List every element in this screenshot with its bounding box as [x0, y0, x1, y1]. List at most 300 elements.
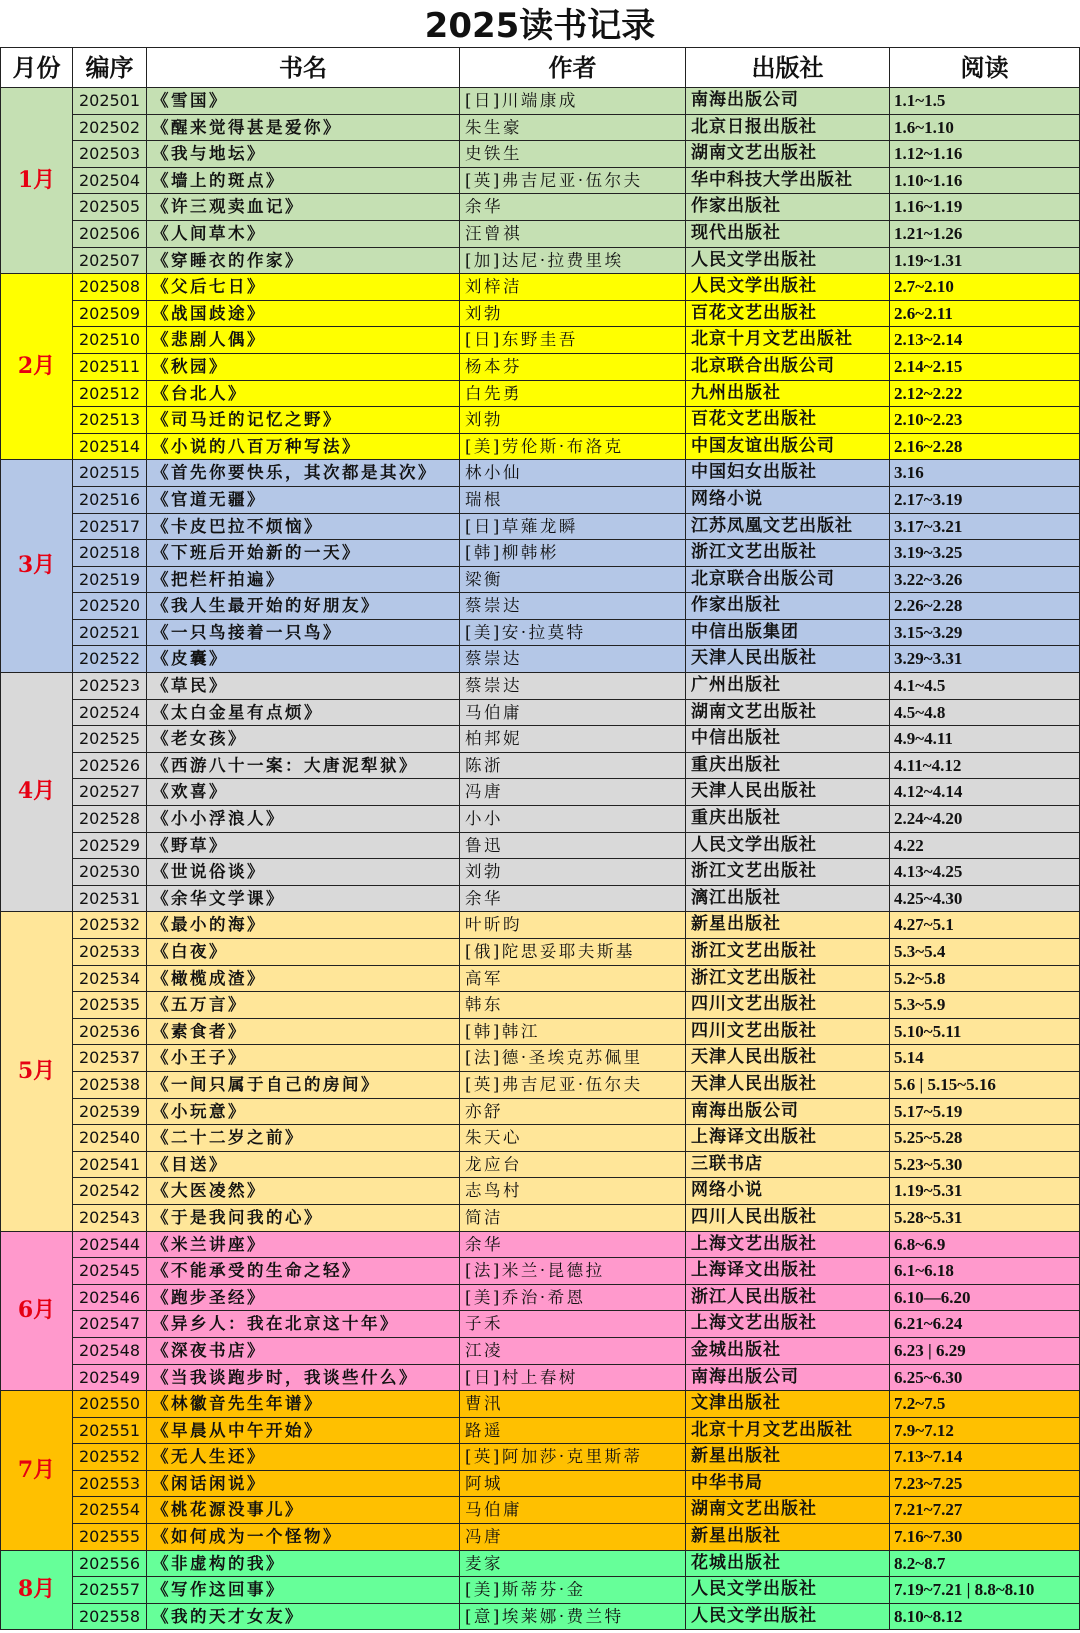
book-id: 202536: [73, 1019, 147, 1046]
book-id: 202544: [73, 1232, 147, 1259]
book-author: 小小: [460, 806, 686, 833]
reading-dates: 1.12~1.16: [890, 141, 1080, 168]
book-title: 《小王子》: [147, 1045, 460, 1072]
reading-dates: 5.3~5.9: [890, 992, 1080, 1019]
book-title: 《首先你要快乐，其次都是其次》: [147, 460, 460, 487]
reading-dates: 4.22: [890, 833, 1080, 860]
book-id: 202531: [73, 886, 147, 913]
book-title: 《皮囊》: [147, 646, 460, 673]
reading-dates: 2.12~2.22: [890, 381, 1080, 408]
book-id: 202508: [73, 274, 147, 301]
book-publisher: 浙江文艺出版社: [686, 966, 890, 993]
book-publisher: 南海出版公司: [686, 1365, 890, 1392]
book-id: 202519: [73, 567, 147, 594]
book-id: 202539: [73, 1099, 147, 1126]
reading-dates: 2.24~4.20: [890, 806, 1080, 833]
book-publisher: 网络小说: [686, 487, 890, 514]
book-title: 《父后七日》: [147, 274, 460, 301]
book-author: [法]米兰·昆德拉: [460, 1258, 686, 1285]
book-author: [日]村上春树: [460, 1365, 686, 1392]
reading-dates: 1.6~1.10: [890, 115, 1080, 142]
book-title: 《醒来觉得甚是爱你》: [147, 115, 460, 142]
reading-dates: 8.2~8.7: [890, 1551, 1080, 1578]
book-title: 《台北人》: [147, 381, 460, 408]
book-id: 202506: [73, 221, 147, 248]
header-publisher: 出版社: [686, 47, 890, 88]
book-id: 202543: [73, 1205, 147, 1232]
reading-dates: 5.3~5.4: [890, 939, 1080, 966]
book-author: 梁衡: [460, 567, 686, 594]
book-publisher: 百花文艺出版社: [686, 407, 890, 434]
book-title: 《如何成为一个怪物》: [147, 1524, 460, 1551]
reading-dates: 5.14: [890, 1045, 1080, 1072]
book-publisher: 天津人民出版社: [686, 646, 890, 673]
book-author: [英]弗吉尼亚·伍尔夫: [460, 168, 686, 195]
book-title: 《一只鸟接着一只鸟》: [147, 620, 460, 647]
month-label: 6月: [0, 1232, 73, 1392]
book-title: 《五万言》: [147, 992, 460, 1019]
book-publisher: 上海文艺出版社: [686, 1311, 890, 1338]
reading-dates: 5.28~5.31: [890, 1205, 1080, 1232]
book-title: 《穿睡衣的作家》: [147, 248, 460, 275]
book-id: 202556: [73, 1551, 147, 1578]
reading-dates: 3.17~3.21: [890, 514, 1080, 541]
book-author: 余华: [460, 194, 686, 221]
book-publisher: 三联书店: [686, 1152, 890, 1179]
book-author: 余华: [460, 1232, 686, 1259]
book-publisher: 作家出版社: [686, 194, 890, 221]
reading-dates: 3.16: [890, 460, 1080, 487]
book-publisher: 天津人民出版社: [686, 779, 890, 806]
book-author: 简洁: [460, 1205, 686, 1232]
book-author: 柏邦妮: [460, 726, 686, 753]
book-id: 202521: [73, 620, 147, 647]
book-title: 《小说的八百万种写法》: [147, 434, 460, 461]
book-id: 202527: [73, 779, 147, 806]
book-title: 《一间只属于自己的房间》: [147, 1072, 460, 1099]
reading-dates: 3.19~3.25: [890, 540, 1080, 567]
month-label: 1月: [0, 88, 73, 274]
reading-dates: 2.14~2.15: [890, 354, 1080, 381]
book-id: 202537: [73, 1045, 147, 1072]
book-author: 汪曾祺: [460, 221, 686, 248]
reading-dates: 6.21~6.24: [890, 1311, 1080, 1338]
reading-dates: 2.6~2.11: [890, 301, 1080, 328]
book-id: 202533: [73, 939, 147, 966]
book-id: 202542: [73, 1178, 147, 1205]
book-id: 202505: [73, 194, 147, 221]
book-title: 《跑步圣经》: [147, 1285, 460, 1312]
book-author: 鲁迅: [460, 833, 686, 860]
reading-dates: 2.16~2.28: [890, 434, 1080, 461]
book-author: 曹汛: [460, 1391, 686, 1418]
book-title: 《素食者》: [147, 1019, 460, 1046]
book-id: 202534: [73, 966, 147, 993]
book-publisher: 新星出版社: [686, 1524, 890, 1551]
reading-dates: 1.21~1.26: [890, 221, 1080, 248]
book-id: 202517: [73, 514, 147, 541]
book-id: 202502: [73, 115, 147, 142]
book-id: 202504: [73, 168, 147, 195]
book-publisher: 重庆出版社: [686, 806, 890, 833]
book-title: 《战国歧途》: [147, 301, 460, 328]
book-publisher: 浙江文艺出版社: [686, 859, 890, 886]
book-author: 杨本芬: [460, 354, 686, 381]
book-id: 202550: [73, 1391, 147, 1418]
book-publisher: 华中科技大学出版社: [686, 168, 890, 195]
book-publisher: 上海译文出版社: [686, 1125, 890, 1152]
reading-dates: 1.16~1.19: [890, 194, 1080, 221]
book-author: 陈浙: [460, 753, 686, 780]
book-publisher: 南海出版公司: [686, 1099, 890, 1126]
book-author: 叶昕昀: [460, 912, 686, 939]
reading-dates: 4.12~4.14: [890, 779, 1080, 806]
book-author: [美]劳伦斯·布洛克: [460, 434, 686, 461]
book-author: [韩]韩江: [460, 1019, 686, 1046]
reading-dates: 5.23~5.30: [890, 1152, 1080, 1179]
book-id: 202554: [73, 1497, 147, 1524]
reading-dates: 1.19~1.31: [890, 248, 1080, 275]
book-publisher: 南海出版公司: [686, 88, 890, 115]
book-title: 《无人生还》: [147, 1444, 460, 1471]
book-author: 白先勇: [460, 381, 686, 408]
book-publisher: 湖南文艺出版社: [686, 700, 890, 727]
book-title: 《当我谈跑步时，我谈些什么》: [147, 1365, 460, 1392]
book-author: 麦家: [460, 1551, 686, 1578]
page-title: 2025读书记录: [424, 6, 656, 46]
book-author: 蔡崇达: [460, 593, 686, 620]
reading-dates: 7.23~7.25: [890, 1471, 1080, 1498]
book-author: [美]安·拉莫特: [460, 620, 686, 647]
book-publisher: 浙江文艺出版社: [686, 939, 890, 966]
reading-dates: 2.10~2.23: [890, 407, 1080, 434]
book-publisher: 广州出版社: [686, 673, 890, 700]
book-author: [俄]陀思妥耶夫斯基: [460, 939, 686, 966]
book-id: 202553: [73, 1471, 147, 1498]
book-publisher: 上海文艺出版社: [686, 1232, 890, 1259]
book-title: 《目送》: [147, 1152, 460, 1179]
book-publisher: 文津出版社: [686, 1391, 890, 1418]
book-publisher: 北京联合出版公司: [686, 354, 890, 381]
book-id: 202516: [73, 487, 147, 514]
book-title: 《我的天才女友》: [147, 1604, 460, 1631]
reading-dates: 2.13~2.14: [890, 327, 1080, 354]
book-title: 《米兰讲座》: [147, 1232, 460, 1259]
book-id: 202515: [73, 460, 147, 487]
book-id: 202551: [73, 1418, 147, 1445]
book-author: [美]乔治·希恩: [460, 1285, 686, 1312]
book-id: 202514: [73, 434, 147, 461]
book-publisher: 新星出版社: [686, 1444, 890, 1471]
month-label: 2月: [0, 274, 73, 460]
book-publisher: 九州出版社: [686, 381, 890, 408]
book-title: 《不能承受的生命之轻》: [147, 1258, 460, 1285]
book-publisher: 人民文学出版社: [686, 274, 890, 301]
reading-dates: 4.1~4.5: [890, 673, 1080, 700]
book-title: 《老女孩》: [147, 726, 460, 753]
header-month: 月份: [0, 47, 73, 88]
book-title: 《白夜》: [147, 939, 460, 966]
reading-dates: 7.19~7.21 | 8.8~8.10: [890, 1577, 1080, 1604]
book-id: 202520: [73, 593, 147, 620]
book-title: 《官道无疆》: [147, 487, 460, 514]
header-reading: 阅读: [890, 47, 1080, 88]
book-title: 《二十二岁之前》: [147, 1125, 460, 1152]
month-label: 4月: [0, 673, 73, 912]
book-title: 《余华文学课》: [147, 886, 460, 913]
book-title: 《下班后开始新的一天》: [147, 540, 460, 567]
reading-dates: 5.17~5.19: [890, 1099, 1080, 1126]
book-title: 《橄榄成渣》: [147, 966, 460, 993]
book-publisher: 北京十月文艺出版社: [686, 1418, 890, 1445]
book-id: 202513: [73, 407, 147, 434]
book-title: 《桃花源没事儿》: [147, 1497, 460, 1524]
reading-dates: 4.5~4.8: [890, 700, 1080, 727]
book-author: [美]斯蒂芬·金: [460, 1577, 686, 1604]
book-publisher: 天津人民出版社: [686, 1045, 890, 1072]
book-title: 《非虚构的我》: [147, 1551, 460, 1578]
book-author: 冯唐: [460, 779, 686, 806]
book-title: 《太白金星有点烦》: [147, 700, 460, 727]
book-title: 《人间草木》: [147, 221, 460, 248]
book-id: 202529: [73, 833, 147, 860]
book-id: 202509: [73, 301, 147, 328]
month-label: 5月: [0, 912, 73, 1231]
reading-dates: 6.1~6.18: [890, 1258, 1080, 1285]
book-author: 志鸟村: [460, 1178, 686, 1205]
reading-dates: 1.10~1.16: [890, 168, 1080, 195]
book-publisher: 人民文学出版社: [686, 1577, 890, 1604]
book-id: 202545: [73, 1258, 147, 1285]
reading-dates: 8.10~8.12: [890, 1604, 1080, 1631]
book-title: 《欢喜》: [147, 779, 460, 806]
book-publisher: 百花文艺出版社: [686, 301, 890, 328]
book-publisher: 人民文学出版社: [686, 833, 890, 860]
book-publisher: 中国友谊出版公司: [686, 434, 890, 461]
book-id: 202528: [73, 806, 147, 833]
reading-dates: 6.10—6.20: [890, 1285, 1080, 1312]
book-publisher: 新星出版社: [686, 912, 890, 939]
reading-dates: 6.23 | 6.29: [890, 1338, 1080, 1365]
book-id: 202503: [73, 141, 147, 168]
header-title: 书名: [147, 47, 460, 88]
book-title: 《我人生最开始的好朋友》: [147, 593, 460, 620]
book-publisher: 上海译文出版社: [686, 1258, 890, 1285]
book-title: 《写作这回事》: [147, 1577, 460, 1604]
book-publisher: 四川人民出版社: [686, 1205, 890, 1232]
book-id: 202507: [73, 248, 147, 275]
book-publisher: 人民文学出版社: [686, 1604, 890, 1631]
reading-dates: 4.9~4.11: [890, 726, 1080, 753]
book-id: 202547: [73, 1311, 147, 1338]
book-author: 阿城: [460, 1471, 686, 1498]
book-id: 202549: [73, 1365, 147, 1392]
book-author: 蔡崇达: [460, 646, 686, 673]
book-author: 韩东: [460, 992, 686, 1019]
book-author: 亦舒: [460, 1099, 686, 1126]
book-publisher: 网络小说: [686, 1178, 890, 1205]
book-title: 《于是我问我的心》: [147, 1205, 460, 1232]
book-title: 《西游八十一案：大唐泥犁狱》: [147, 753, 460, 780]
book-publisher: 金城出版社: [686, 1338, 890, 1365]
book-author: 路遥: [460, 1418, 686, 1445]
reading-dates: 2.26~2.28: [890, 593, 1080, 620]
reading-dates: 2.17~3.19: [890, 487, 1080, 514]
reading-dates: 5.6 | 5.15~5.16: [890, 1072, 1080, 1099]
book-publisher: 中信出版社: [686, 726, 890, 753]
book-title: 《大医凌然》: [147, 1178, 460, 1205]
book-author: 江凌: [460, 1338, 686, 1365]
reading-dates: 5.10~5.11: [890, 1019, 1080, 1046]
book-author: [英]阿加莎·克里斯蒂: [460, 1444, 686, 1471]
book-author: [法]德·圣埃克苏佩里: [460, 1045, 686, 1072]
reading-dates: 7.13~7.14: [890, 1444, 1080, 1471]
book-title: 《小小浮浪人》: [147, 806, 460, 833]
book-id: 202501: [73, 88, 147, 115]
book-title: 《司马迁的记忆之野》: [147, 407, 460, 434]
book-publisher: 浙江人民出版社: [686, 1285, 890, 1312]
book-id: 202555: [73, 1524, 147, 1551]
book-author: [英]弗吉尼亚·伍尔夫: [460, 1072, 686, 1099]
book-publisher: 四川文艺出版社: [686, 1019, 890, 1046]
book-author: 朱天心: [460, 1125, 686, 1152]
book-title: 《雪国》: [147, 88, 460, 115]
book-title: 《卡皮巴拉不烦恼》: [147, 514, 460, 541]
book-title: 《把栏杆拍遍》: [147, 567, 460, 594]
book-author: 刘勃: [460, 859, 686, 886]
book-id: 202532: [73, 912, 147, 939]
book-publisher: 湖南文艺出版社: [686, 141, 890, 168]
reading-dates: 3.29~3.31: [890, 646, 1080, 673]
book-title: 《野草》: [147, 833, 460, 860]
reading-dates: 7.16~7.30: [890, 1524, 1080, 1551]
book-title: 《异乡人：我在北京这十年》: [147, 1311, 460, 1338]
book-publisher: 作家出版社: [686, 593, 890, 620]
book-publisher: 现代出版社: [686, 221, 890, 248]
book-author: 刘勃: [460, 301, 686, 328]
book-author: 蔡崇达: [460, 673, 686, 700]
book-author: 子禾: [460, 1311, 686, 1338]
book-author: [韩]柳韩彬: [460, 540, 686, 567]
reading-dates: 4.13~4.25: [890, 859, 1080, 886]
book-title: 《悲剧人偶》: [147, 327, 460, 354]
book-title: 《最小的海》: [147, 912, 460, 939]
book-title: 《秋园》: [147, 354, 460, 381]
book-id: 202535: [73, 992, 147, 1019]
book-title: 《世说俗谈》: [147, 859, 460, 886]
book-publisher: 人民文学出版社: [686, 248, 890, 275]
book-title: 《深夜书店》: [147, 1338, 460, 1365]
reading-dates: 4.25~4.30: [890, 886, 1080, 913]
book-publisher: 中国妇女出版社: [686, 460, 890, 487]
book-id: 202518: [73, 540, 147, 567]
book-title: 《小玩意》: [147, 1099, 460, 1126]
book-id: 202540: [73, 1125, 147, 1152]
reading-dates: 7.9~7.12: [890, 1418, 1080, 1445]
book-author: 冯唐: [460, 1524, 686, 1551]
book-author: 高军: [460, 966, 686, 993]
reading-table: [0, 47, 1080, 1630]
book-publisher: 漓江出版社: [686, 886, 890, 913]
book-title: 《早晨从中午开始》: [147, 1418, 460, 1445]
reading-dates: 7.21~7.27: [890, 1497, 1080, 1524]
book-author: 马伯庸: [460, 700, 686, 727]
book-author: 刘勃: [460, 407, 686, 434]
reading-dates: 7.2~7.5: [890, 1391, 1080, 1418]
book-author: 余华: [460, 886, 686, 913]
book-id: 202541: [73, 1152, 147, 1179]
book-id: 202511: [73, 354, 147, 381]
reading-dates: 1.1~1.5: [890, 88, 1080, 115]
book-author: 史铁生: [460, 141, 686, 168]
book-id: 202512: [73, 381, 147, 408]
month-label: 8月: [0, 1551, 73, 1631]
reading-dates: 1.19~5.31: [890, 1178, 1080, 1205]
book-title: 《许三观卖血记》: [147, 194, 460, 221]
reading-dates: 6.8~6.9: [890, 1232, 1080, 1259]
book-title: 《闲话闲说》: [147, 1471, 460, 1498]
book-title: 《我与地坛》: [147, 141, 460, 168]
book-id: 202524: [73, 700, 147, 727]
book-id: 202526: [73, 753, 147, 780]
book-author: [日]川端康成: [460, 88, 686, 115]
book-title: 《林徽音先生年谱》: [147, 1391, 460, 1418]
reading-dates: 4.27~5.1: [890, 912, 1080, 939]
book-publisher: 江苏凤凰文艺出版社: [686, 514, 890, 541]
book-publisher: 中信出版集团: [686, 620, 890, 647]
reading-dates: 3.15~3.29: [890, 620, 1080, 647]
book-id: 202538: [73, 1072, 147, 1099]
book-id: 202523: [73, 673, 147, 700]
book-author: 刘梓洁: [460, 274, 686, 301]
book-author: [加]达尼·拉费里埃: [460, 248, 686, 275]
book-author: [日]东野圭吾: [460, 327, 686, 354]
month-label: 7月: [0, 1391, 73, 1551]
book-id: 202525: [73, 726, 147, 753]
book-publisher: 四川文艺出版社: [686, 992, 890, 1019]
reading-dates: 5.2~5.8: [890, 966, 1080, 993]
book-author: 马伯庸: [460, 1497, 686, 1524]
book-publisher: 重庆出版社: [686, 753, 890, 780]
book-publisher: 花城出版社: [686, 1551, 890, 1578]
header-id: 编序: [73, 47, 147, 88]
header-author: 作者: [460, 47, 686, 88]
reading-dates: 5.25~5.28: [890, 1125, 1080, 1152]
book-publisher: 湖南文艺出版社: [686, 1497, 890, 1524]
book-id: 202548: [73, 1338, 147, 1365]
book-id: 202510: [73, 327, 147, 354]
book-title: 《墙上的斑点》: [147, 168, 460, 195]
reading-dates: 2.7~2.10: [890, 274, 1080, 301]
reading-dates: 3.22~3.26: [890, 567, 1080, 594]
book-publisher: 浙江文艺出版社: [686, 540, 890, 567]
book-author: [意]埃莱娜·费兰特: [460, 1604, 686, 1631]
book-author: 林小仙: [460, 460, 686, 487]
reading-dates: 6.25~6.30: [890, 1365, 1080, 1392]
book-author: 朱生豪: [460, 115, 686, 142]
book-publisher: 北京联合出版公司: [686, 567, 890, 594]
book-id: 202530: [73, 859, 147, 886]
book-publisher: 北京十月文艺出版社: [686, 327, 890, 354]
book-author: 瑞根: [460, 487, 686, 514]
book-publisher: 北京日报出版社: [686, 115, 890, 142]
book-id: 202552: [73, 1444, 147, 1471]
book-id: 202557: [73, 1577, 147, 1604]
book-title: 《草民》: [147, 673, 460, 700]
book-id: 202546: [73, 1285, 147, 1312]
book-publisher: 天津人民出版社: [686, 1072, 890, 1099]
reading-dates: 4.11~4.12: [890, 753, 1080, 780]
